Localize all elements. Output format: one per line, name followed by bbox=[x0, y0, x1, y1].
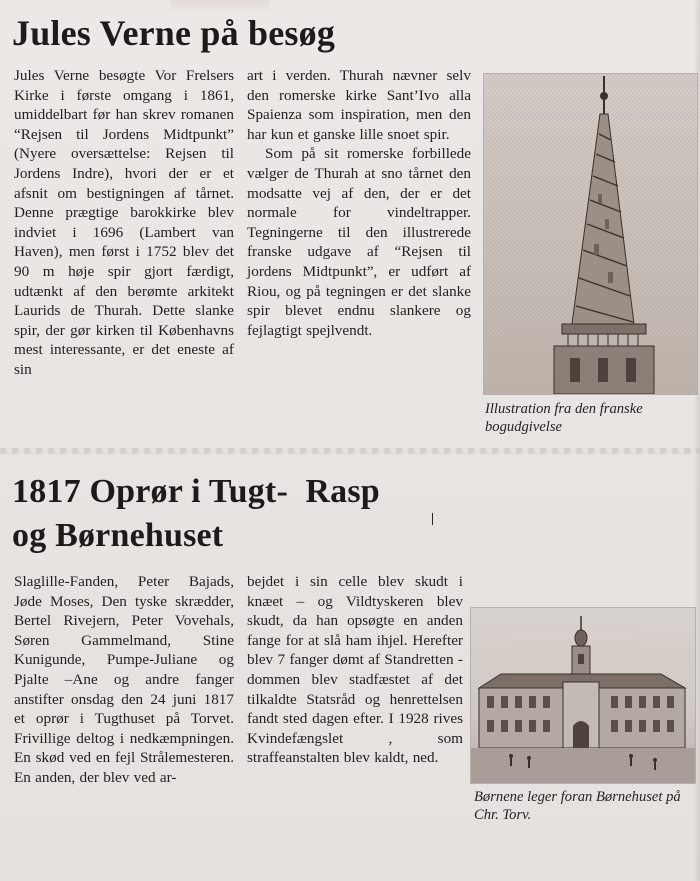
article1-column-2-paragraph-1: art i verden. Thurah nævner selv den romerske kirke Sant’Ivo alla Spaienza som inspiration, men den har kun et ganske lille snoet spir. bbox=[247, 67, 471, 143]
spire-drawing bbox=[484, 74, 697, 394]
article1-column-2 bbox=[247, 66, 471, 340]
article2-headline bbox=[12, 470, 380, 558]
article2-column-1: Slaglille-Fanden, Peter Bajads, Jøde Moses, Den tyske skrædder, Bertel Rivejern, Peter Vovehals, Søren Gammelmand, Stine Kunigunde, Pumpe-Juliane og Pjalte –Ane og andre fanger anstifter onsdag den 24 juni 1817 et oprør i Tugthuset på Torvet. Frivillige deltog i nedkæmpningen. En skød ved en fejl Strålemesteren. En anden, der blev ved ar- bbox=[14, 573, 234, 786]
borne-house-caption: Børnene leger foran Børnehuset på Chr. Torv. bbox=[474, 789, 681, 823]
article2-headline-line-1: 1817 Oprør i Tugt- Rasp bbox=[12, 473, 380, 510]
section-divider bbox=[0, 448, 700, 454]
article2-headline-line-2: og Børnehuset bbox=[12, 517, 224, 554]
article1-headline: Jules Verne på besøg bbox=[12, 13, 336, 53]
article2-column-2: bejdet i sin celle blev skudt i knæet – og Vildtyskeren blev skudt, da han opsøgte en anden fange for at slå ham ihjel. Herefter blev 7 fanger dømt af Standretten - dommen blev stadfæstet af det tilkaldte Statsråd og henrettelsen fandt sted dagen efter. I 1928 rives Kvindefængslet , som straffeanstalten blev kaldt, ned. bbox=[247, 573, 463, 767]
building-drawing bbox=[471, 608, 695, 783]
article1-column-2-paragraph-2: Som på sit romerske forbillede vælger de Thurah at sno tårnet den modsatte vej af den, der er det normale for vindeltrapper. Tegningerne til den illustrerede franske udgave af “Rejsen til jordens Midtpunkt”, er udført af Riou, og på tegningen er det slanke spir blevet endnu slankere og fejlagtigt spejlvendt. bbox=[247, 145, 471, 339]
article1-column-1: Jules Verne besøgte Vor Frelsers Kirke i første omgang i 1861, umiddelbart før han skrev romanen “Rejsen til Jordens Midtpunkt” (Nyere oversættelse: Rejsen til Jordens Indre), hvori der er et afsnit om bestigningen af tårnet. Denne prægtige barokkirke blev indviet i 1696 (Lambert van Haven), men først i 1752 blev det 90 m høje spir gjort færdigt, udtænkt af den berømte arkitekt Laurids de Thurah. Dette slanke spir, der gør kirken til Københavns mest interessante, er det eneste af sin bbox=[14, 67, 234, 378]
spire-caption: Illustration fra den franske bogudgivelse bbox=[485, 401, 643, 435]
borne-house-illustration bbox=[470, 607, 696, 784]
print-mark bbox=[432, 513, 433, 525]
spire-illustration bbox=[483, 73, 698, 395]
